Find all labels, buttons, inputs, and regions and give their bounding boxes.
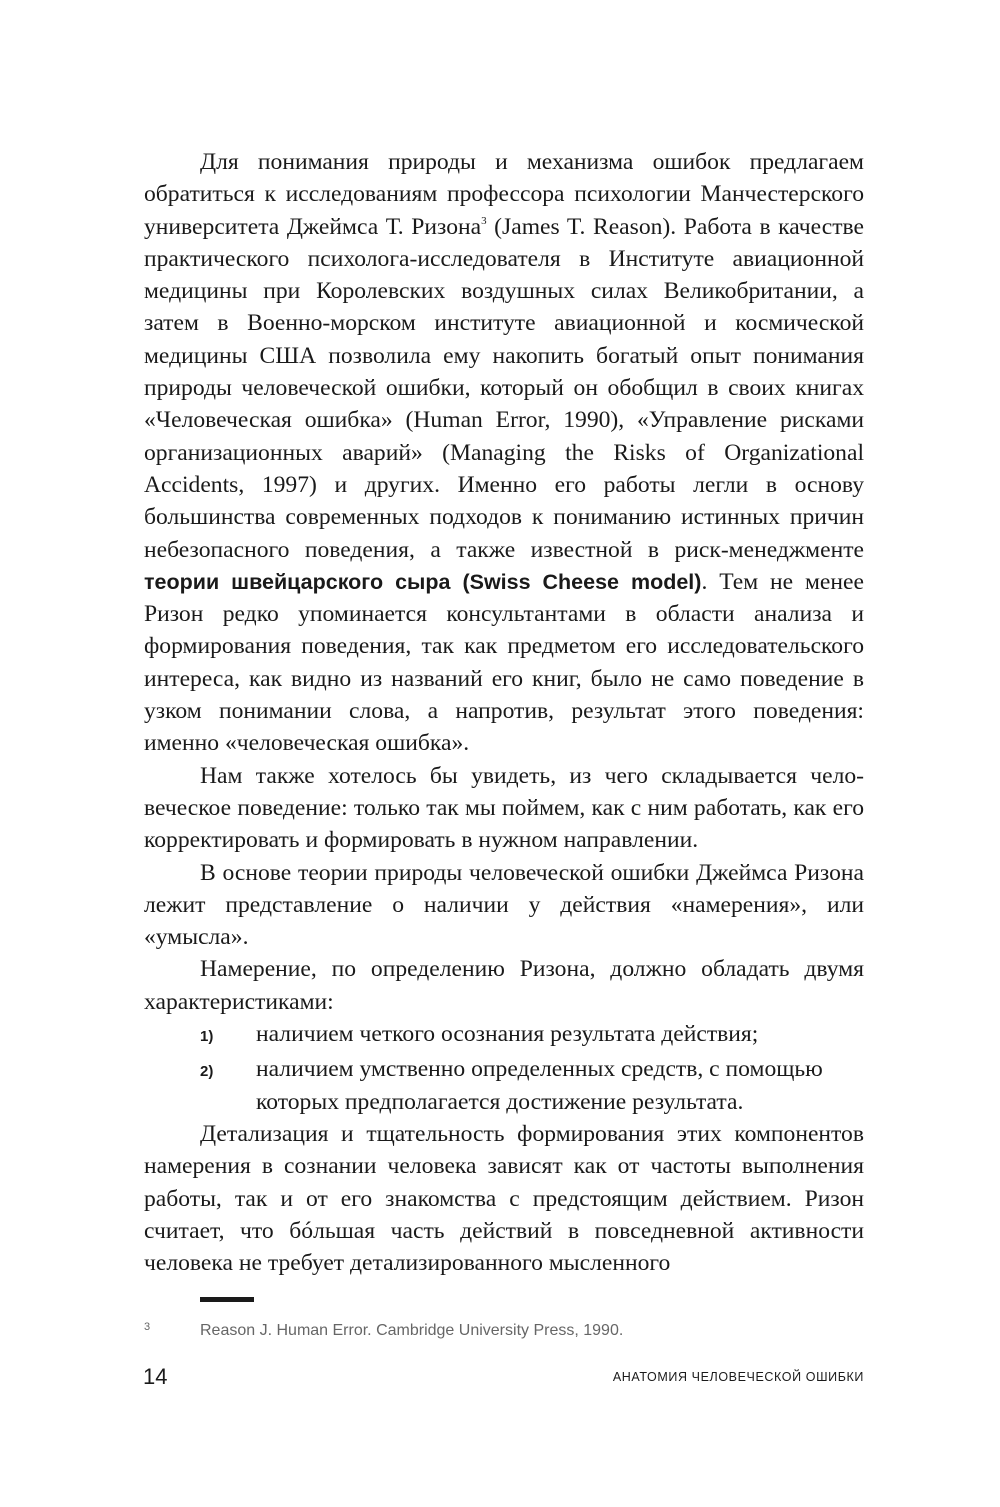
paragraph-1-part-2: (James T. Reason). Работа в качестве практического психолога-исследователя в Институте авиационной медицины при Королевских воздушных силах Великобритании, а затем в Военно-морском институте авиационной и космической медицины США позволила ему накопить богатый опыт понимания природы человеческой ошибки, который он обобщил в своих книгах «Человеческая ошибка» (Human Error, 1990), «Управление рисками организационных аварий» (Managing the Risks of Organizational Accidents, 1997) и других. Именно его работы легли в основу большинства современных подходов к пониманию истинных причин небезопасного поведения, а также известной в риск-менеджменте <box>144 213 864 563</box>
footnote-number: 3 <box>144 1321 151 1333</box>
list-item-number: 2) <box>200 1063 214 1081</box>
main-text <box>144 146 864 1279</box>
paragraph-3: В основе теории природы человеческой ошибки Джеймса Ризона лежит представление о наличии у действия «намерения», или «умысла». <box>144 859 864 951</box>
list-item-number: 1) <box>200 1028 214 1046</box>
paragraph-4: Намерение, по определению Ризона, должно обладать двумя характеристиками: <box>144 956 864 1015</box>
list-item <box>144 1018 864 1053</box>
characteristics-list <box>144 1018 864 1118</box>
list-item <box>144 1053 864 1118</box>
footnote-text: Reason J. Human Error. Cambridge University Press, 1990. <box>200 1322 624 1339</box>
footnote-divider <box>200 1297 254 1302</box>
footnote-reference[interactable]: 3 <box>481 214 487 227</box>
paragraph-1 <box>144 146 864 760</box>
paragraph-5: Детализация и тщательность формирования этих компонентов намерения в сознании человека зависят как от частоты выполнения работы, так и от его знакомства с предстоящим действием. Ризон считает, что бóльшая часть действий в повседневной активности человека не требует детализированного мысленного <box>144 1120 864 1277</box>
list-item-text: наличием четкого осознания результата действия; <box>256 1021 759 1048</box>
page-number: 14 <box>143 1364 168 1389</box>
paragraph-2: Нам также хотелось бы увидеть, из чего складывается человеческое поведение: только так мы поймем, как с ним работать, как его корректировать и формировать в нужном направлении. <box>144 762 864 854</box>
swiss-cheese-term: теории швейцарского сыра (Swiss Cheese model) <box>144 569 702 594</box>
list-item-text: наличием умственно определенных средств, с помощью которых предполагается достижение результата. <box>256 1056 823 1115</box>
running-title: АНАТОМИЯ ЧЕЛОВЕЧЕСКОЙ ОШИБКИ <box>612 1370 864 1384</box>
footnote <box>144 1321 864 1340</box>
paragraph-1-part-1: Для понимания природы и механизма ошибок предлагаем обратиться к исследованиям профессора психологии Манчестерского университета Джеймса Т. Ризона <box>144 149 864 240</box>
paragraph-1-part-3: . Тем не менее Ризон редко упоминается консультантами в области анализа и формирования поведения, так как предметом его исследовательского интереса, как видно из названий его книг, было не само поведение в узком понимании слова, а напротив, результат этого поведения: именно «человеческая ошибка». <box>144 568 864 757</box>
